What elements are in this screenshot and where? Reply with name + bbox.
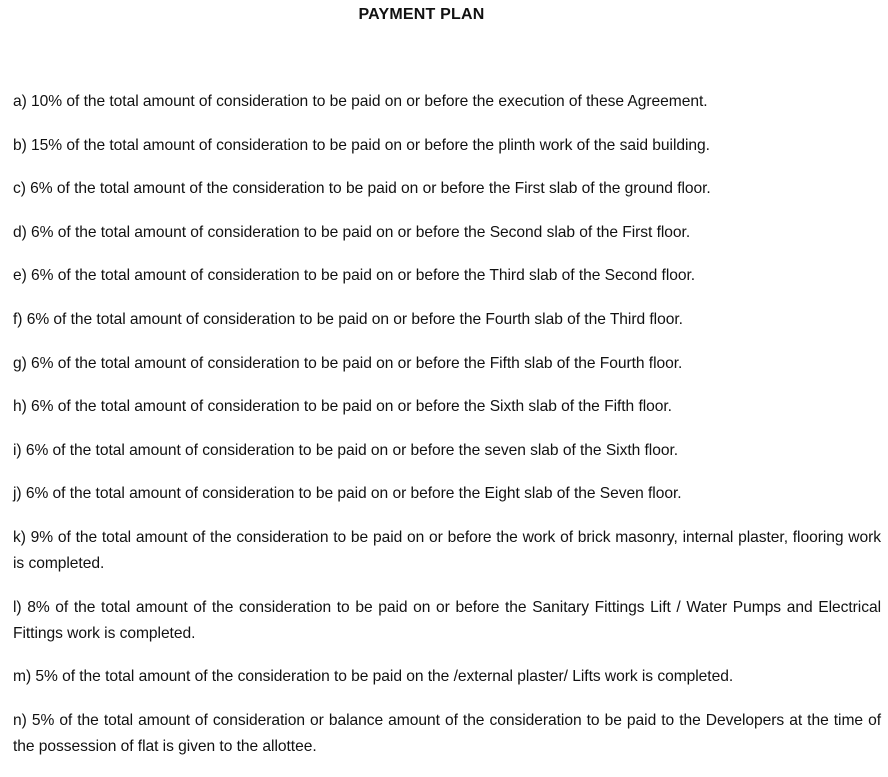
clause-b: b) 15% of the total amount of consideration to be paid on or before the plinth work of the said building. — [13, 136, 710, 154]
clause-e: e) 6% of the total amount of consideration to be paid on or before the Third slab of the Second floor. — [13, 267, 696, 285]
page-title: PAYMENT PLAN — [358, 6, 485, 23]
clause-c: c) 6% of the total amount of the consideration to be paid on or before the First slab of the ground floor. — [13, 180, 711, 198]
clause-j: j) 6% of the total amount of consideration to be paid on or before the Eight slab of the Seven floor. — [13, 485, 682, 503]
clause-a: a) 10% of the total amount of consideration to be paid on or before the execution of these Agreement. — [13, 93, 708, 110]
payment-clause-list — [13, 89, 881, 777]
clause-m: m) 5% of the total amount of the consideration to be paid on the /external plaster/ Lifts work is completed. — [13, 668, 734, 686]
clause-n: n) 5% of the total amount of consideration or balance amount of the consideration to be paid to the Developers at the time of the possession of flat is given to the allottee. — [13, 711, 881, 755]
clause-h: h) 6% of the total amount of consideration to be paid on or before the Sixth slab of the Fifth floor. — [13, 398, 672, 416]
clause-f: f) 6% of the total amount of consideration to be paid on or before the Fourth slab of the Third floor. — [13, 310, 683, 328]
clause-k: k) 9% of the total amount of the consideration to be paid on or before the work of brick masonry, internal plaster, flooring work is completed. — [13, 528, 881, 572]
clause-g: g) 6% of the total amount of consideration to be paid on or before the Fifth slab of the Fourth floor. — [13, 354, 683, 372]
clause-d: d) 6% of the total amount of consideration to be paid on or before the Second slab of the First floor. — [13, 223, 691, 241]
clause-l: l) 8% of the total amount of the consideration to be paid on or before the Sanitary Fittings Lift / Water Pumps and Electrical Fittings work is completed. — [13, 598, 881, 642]
clause-i: i) 6% of the total amount of consideration to be paid on or before the seven slab of the Sixth floor. — [13, 441, 679, 459]
